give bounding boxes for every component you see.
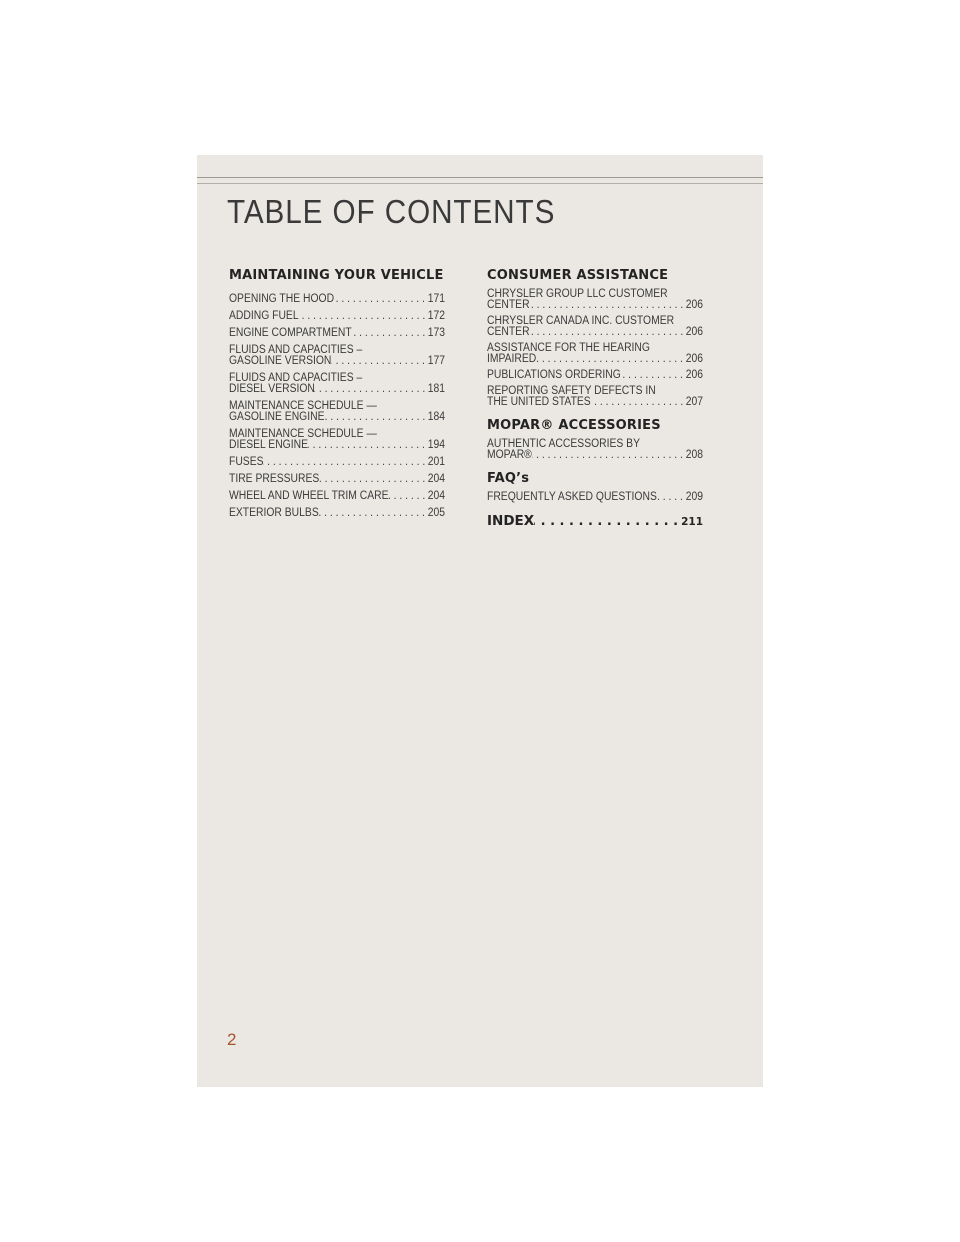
toc-page-number: 173 xyxy=(427,327,445,339)
toc-entry[interactable] xyxy=(229,373,445,395)
toc-entry[interactable] xyxy=(229,474,445,485)
toc-entry[interactable] xyxy=(229,328,445,339)
toc-entry-text: CENTER xyxy=(487,326,530,338)
toc-page-number: 207 xyxy=(685,396,703,408)
toc-entry-list xyxy=(487,289,703,408)
section-faq xyxy=(487,471,703,503)
toc-entry-line xyxy=(487,354,703,365)
dot-leader xyxy=(308,440,428,451)
toc-entry[interactable] xyxy=(487,343,703,365)
toc-entry-text: THE UNITED STATES xyxy=(487,396,591,408)
document-page xyxy=(197,155,763,1087)
toc-entry[interactable] xyxy=(487,370,703,381)
toc-page-number: 209 xyxy=(685,491,703,503)
dot-leader xyxy=(331,356,427,367)
page-number: 2 xyxy=(227,1030,237,1049)
toc-entry[interactable] xyxy=(229,345,445,367)
toc-entry-text: CHRYSLER CANADA INC. CUSTOMER xyxy=(487,315,675,327)
dot-leader xyxy=(621,370,686,381)
toc-entry-text: CENTER xyxy=(487,299,530,311)
toc-entry-text: FLUIDS AND CAPACITIES – xyxy=(229,344,363,356)
dot-leader xyxy=(324,412,427,423)
toc-entry[interactable] xyxy=(229,311,445,322)
toc-page-number: 204 xyxy=(427,490,445,502)
toc-page-number: 194 xyxy=(427,439,445,451)
toc-entry[interactable] xyxy=(487,492,703,503)
dot-leader xyxy=(591,397,686,408)
toc-entry-text: DIESEL VERSION xyxy=(229,383,315,395)
toc-page-number: 177 xyxy=(427,355,445,367)
dot-leader xyxy=(319,474,427,485)
toc-column-left xyxy=(229,268,445,525)
toc-entry[interactable] xyxy=(229,491,445,502)
toc-entry-text: MOPAR® xyxy=(487,449,532,461)
toc-page-number: 206 xyxy=(685,353,703,365)
index-page-number: 211 xyxy=(681,516,703,528)
toc-entry-line xyxy=(229,440,445,451)
toc-entry[interactable] xyxy=(487,439,703,461)
toc-entry[interactable] xyxy=(229,401,445,423)
toc-entry[interactable] xyxy=(487,386,703,408)
toc-entry-text: REPORTING SAFETY DEFECTS IN xyxy=(487,385,656,397)
toc-entry-line xyxy=(487,300,703,311)
toc-page-number: 208 xyxy=(685,449,703,461)
toc-entry-line xyxy=(487,327,703,338)
dot-leader xyxy=(315,384,428,395)
dot-leader xyxy=(264,457,428,468)
toc-page-number: 205 xyxy=(427,507,445,519)
dot-leader xyxy=(334,294,428,305)
dot-leader xyxy=(530,327,686,338)
toc-entry-line xyxy=(487,370,703,381)
toc-entry-line xyxy=(229,508,445,519)
toc-page-number: 206 xyxy=(685,369,703,381)
header-rule-top xyxy=(197,177,763,178)
toc-page-number: 206 xyxy=(685,326,703,338)
toc-entry-line xyxy=(229,412,445,423)
toc-entry-text: MAINTENANCE SCHEDULE — xyxy=(229,400,377,412)
toc-entry-text: WHEEL AND WHEEL TRIM CARE xyxy=(229,490,389,502)
toc-entry-list xyxy=(487,492,703,503)
page-title: TABLE OF CONTENTS xyxy=(227,193,556,230)
section-heading-faq: FAQ’s xyxy=(487,471,530,486)
toc-entry-line xyxy=(229,311,445,322)
toc-column-right xyxy=(487,268,703,529)
dot-leader xyxy=(319,508,428,519)
toc-entry-text: PUBLICATIONS ORDERING xyxy=(487,369,621,381)
section-heading-mopar: MOPAR® ACCESSORIES xyxy=(487,418,661,433)
toc-entry-line xyxy=(229,491,445,502)
toc-entry-text: FREQUENTLY ASKED QUESTIONS xyxy=(487,491,657,503)
toc-index-link[interactable] xyxy=(487,513,703,529)
toc-entry-text: DIESEL ENGINE xyxy=(229,439,309,451)
dot-leader xyxy=(532,450,686,461)
header-rule-bottom xyxy=(197,183,763,184)
dot-leader xyxy=(352,328,428,339)
toc-entry-text: MAINTENANCE SCHEDULE — xyxy=(229,428,377,440)
toc-entry[interactable] xyxy=(229,294,445,305)
dot-leader xyxy=(299,311,428,322)
toc-entry-text: ADDING FUEL xyxy=(229,310,299,322)
toc-entry-line xyxy=(487,397,703,408)
toc-entry[interactable] xyxy=(229,508,445,519)
dot-leader xyxy=(530,300,686,311)
toc-entry-line xyxy=(229,294,445,305)
toc-entry[interactable] xyxy=(229,457,445,468)
toc-entry-line xyxy=(229,384,445,395)
toc-page-number: 171 xyxy=(427,293,445,305)
toc-entry-line xyxy=(229,328,445,339)
toc-page-number: 181 xyxy=(427,383,445,395)
index-label: INDEX xyxy=(487,513,535,529)
toc-entry-list xyxy=(229,294,445,519)
dot-leader xyxy=(388,491,427,502)
toc-entry-line xyxy=(229,356,445,367)
toc-page-number: 204 xyxy=(427,473,445,485)
section-consumer-assistance xyxy=(487,268,703,408)
toc-entry-text: GASOLINE VERSION xyxy=(229,355,332,367)
section-mopar-accessories xyxy=(487,418,703,461)
toc-entry-text: FUSES xyxy=(229,456,264,468)
toc-entry-list xyxy=(487,439,703,461)
toc-page-number: 184 xyxy=(427,411,445,423)
toc-entry-text: CHRYSLER GROUP LLC CUSTOMER xyxy=(487,288,668,300)
section-heading-consumer: CONSUMER ASSISTANCE xyxy=(487,268,669,283)
toc-entry[interactable] xyxy=(487,316,703,338)
toc-entry[interactable] xyxy=(487,289,703,311)
dot-leader xyxy=(534,514,681,529)
toc-entry-text: AUTHENTIC ACCESSORIES BY xyxy=(487,438,640,450)
toc-entry-text: GASOLINE ENGINE xyxy=(229,411,325,423)
section-heading-maintaining: MAINTAINING YOUR VEHICLE xyxy=(229,268,444,283)
toc-entry-text: IMPAIRED xyxy=(487,353,537,365)
toc-page-number: 172 xyxy=(427,310,445,322)
toc-entry[interactable] xyxy=(229,429,445,451)
toc-page-number: 201 xyxy=(427,456,445,468)
toc-entry-text: ENGINE COMPARTMENT xyxy=(229,327,352,339)
toc-entry-text: EXTERIOR BULBS xyxy=(229,507,319,519)
toc-entry-line xyxy=(487,450,703,461)
toc-entry-line xyxy=(229,457,445,468)
dot-leader xyxy=(657,492,686,503)
toc-entry-text: ASSISTANCE FOR THE HEARING xyxy=(487,342,650,354)
toc-entry-text: OPENING THE HOOD xyxy=(229,293,335,305)
toc-entry-line xyxy=(229,474,445,485)
toc-entry-text: TIRE PRESSURES xyxy=(229,473,320,485)
toc-entry-line xyxy=(487,492,703,503)
dot-leader xyxy=(536,354,685,365)
toc-page-number: 206 xyxy=(685,299,703,311)
toc-entry-text: FLUIDS AND CAPACITIES – xyxy=(229,372,363,384)
